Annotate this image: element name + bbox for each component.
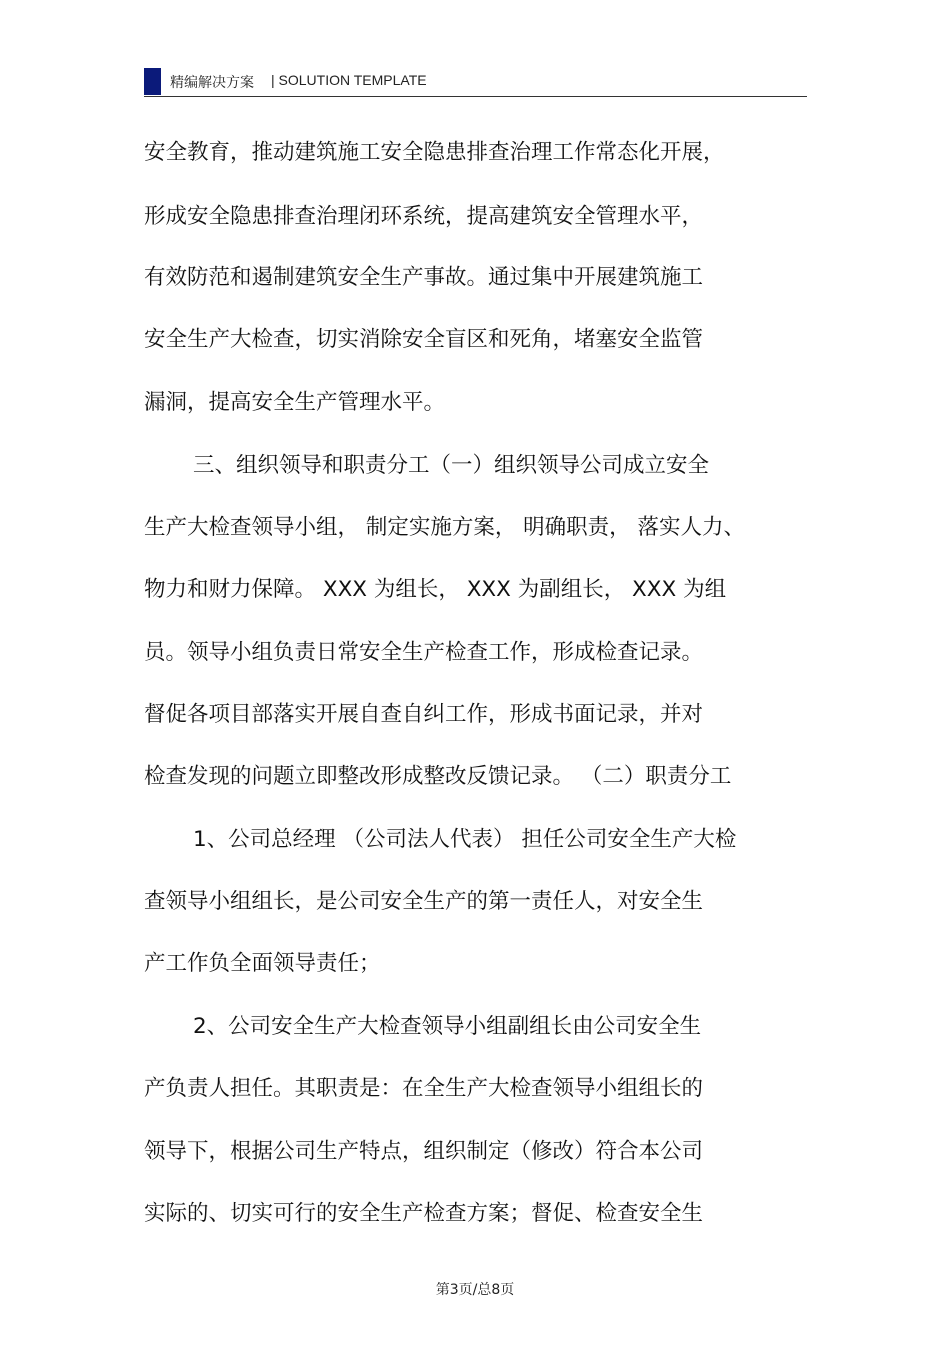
text-line: 漏洞，提高安全生产管理水平。: [144, 390, 446, 415]
header-title-cn: 精编解决方案: [170, 75, 254, 91]
header-title-en: | SOLUTION TEMPLATE: [271, 72, 427, 88]
text-line: 安全生产大检查，切实消除安全盲区和死角，堵塞安全监管: [144, 327, 704, 352]
text-line: 实际的、切实可行的安全生产检查方案；督促、检查安全生: [144, 1201, 704, 1226]
text-line: 产工作负全面领导责任；: [144, 951, 381, 976]
text-line: 督促各项目部落实开展自查自纠工作，形成书面记录，并对: [144, 702, 704, 727]
text-line: 2、公司安全生产大检查领导小组副组长由公司安全生: [193, 1014, 702, 1039]
text-line: 领导下，根据公司生产特点，组织制定（修改）符合本公司: [144, 1139, 704, 1164]
page-header: [144, 66, 807, 97]
text-line: 三、组织领导和职责分工（一）组织领导公司成立安全: [193, 453, 710, 478]
text-line: 查领导小组组长，是公司安全生产的第一责任人，对安全生: [144, 889, 704, 914]
page-number: 第3页/总8页: [435, 1282, 515, 1298]
text-line: 员。领导小组负责日常安全生产检查工作，形成检查记录。: [144, 640, 704, 665]
text-line: 安全教育，推动建筑施工安全隐患排查治理工作常态化开展，: [144, 140, 725, 165]
text-line: 生产大检查领导小组， 制定实施方案， 明确职责， 落实人力、: [144, 515, 746, 540]
logo-icon: [144, 68, 161, 95]
text-line: 产负责人担任。其职责是：在全生产大检查领导小组组长的: [144, 1076, 704, 1101]
text-line: 形成安全隐患排查治理闭环系统，提高建筑安全管理水平，: [144, 204, 704, 229]
text-line: 物力和财力保障。 XXX 为组长， XXX 为副组长， XXX 为组: [144, 577, 727, 602]
text-line: 1、公司总经理 （公司法人代表） 担任公司安全生产大检: [193, 827, 737, 852]
text-line: 检查发现的问题立即整改形成整改反馈记录。 （二）职责分工: [144, 764, 732, 789]
text-line: 有效防范和遏制建筑安全生产事故。通过集中开展建筑施工: [144, 265, 704, 290]
